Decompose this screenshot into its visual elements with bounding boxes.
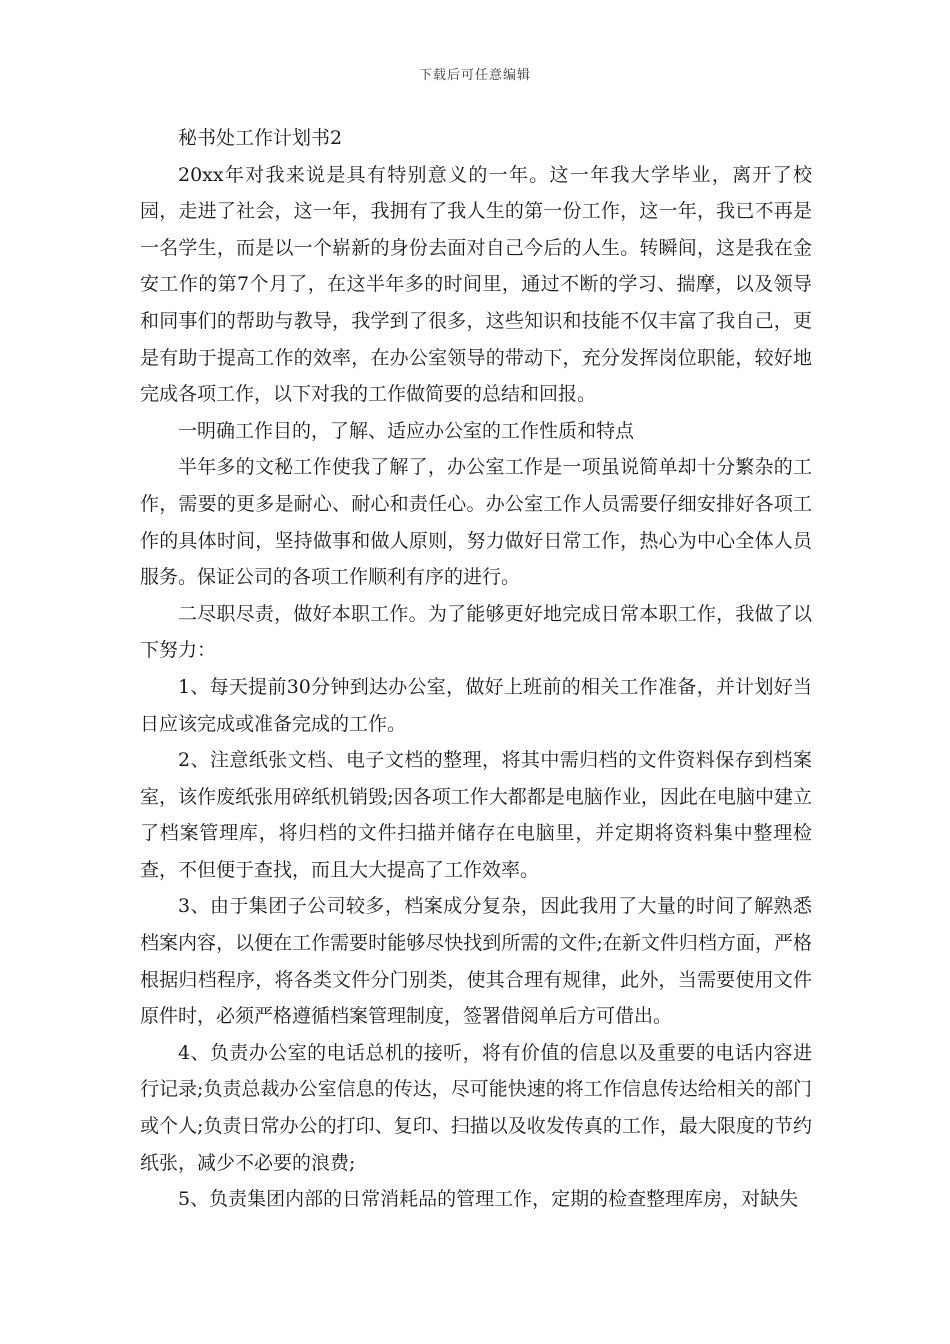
document-body (140, 120, 812, 1218)
paragraph-intro: 20xx年对我来说是具有特别意义的一年。这一年我大学毕业，离开了校园，走进了社会，这一年，我拥有了我人生的第一份工作，这一年，我已不再是一名学生，而是以一个崭新的身份去面对自己今后的人生。转瞬间，这是我在金安工作的第7个月了，在这半年多的时间里，通过不断的学习、揣摩，以及领导和同事们的帮助与教导，我学到了很多，这些知识和技能不仅丰富了我自己，更是有助于提高工作的效率，在办公室领导的带动下，充分发挥岗位职能，较好地完成各项工作，以下对我的工作做简要的总结和回报。 (140, 163, 812, 406)
list-item-1: 1、每天提前30分钟到达办公室，做好上班前的相关工作准备，并计划好当日应该完成或准备完成的工作。 (140, 675, 812, 735)
list-item-2: 2、注意纸张文档、电子文档的整理，将其中需归档的文件资料保存到档案室，该作废纸张用碎纸机销毁;因各项工作大都都是电脑作业，因此在电脑中建立了档案管理库，将归档的文件扫描并储存在电脑里，并定期将资料集中整理检查，不但便于查找，而且大大提高了工作效率。 (140, 749, 812, 881)
paragraph-section-1: 半年多的文秘工作使我了解了，办公室工作是一项虽说简单却十分繁杂的工作，需要的更多是耐心、耐心和责任心。办公室工作人员需要仔细安排好各项工作的具体时间，坚持做事和做人原则，努力做好日常工作，热心为中心全体人员服务。保证公司的各项工作顺利有序的进行。 (140, 456, 812, 589)
list-item-3: 3、由于集团子公司较多，档案成分复杂，因此我用了大量的时间了解熟悉档案内容，以便在工作需要时能够尽快找到所需的文件;在新文件归档方面，严格根据归档程序，将各类文件分门别类，使其合理有规律，此外，当需要使用文件原件时，必须严格遵循档案管理制度，签署借阅单后方可借出。 (140, 895, 812, 1028)
list-item-4: 4、负责办公室的电话总机的接听，将有价值的信息以及重要的电话内容进行记录;负责总裁办公室信息的传达，尽可能快速的将工作信息传达给相关的部门或个人;负责日常办公的打印、复印、扫描以及收发传真的工作，最大限度的节约纸张，减少不必要的浪费; (140, 1041, 812, 1174)
section-heading-1: 一明确工作目的，了解、适应办公室的工作性质和特点 (178, 419, 635, 442)
list-item-5: 5、负责集团内部的日常消耗品的管理工作，定期的检查整理库房，对缺失 (178, 1188, 799, 1211)
document-title: 秘书处工作计划书2 (178, 127, 343, 149)
header-note: 下载后可任意编辑 (418, 68, 531, 83)
section-heading-2: 二尽职尽责，做好本职工作。为了能够更好地完成日常本职工作，我做了以下努力： (140, 602, 812, 662)
